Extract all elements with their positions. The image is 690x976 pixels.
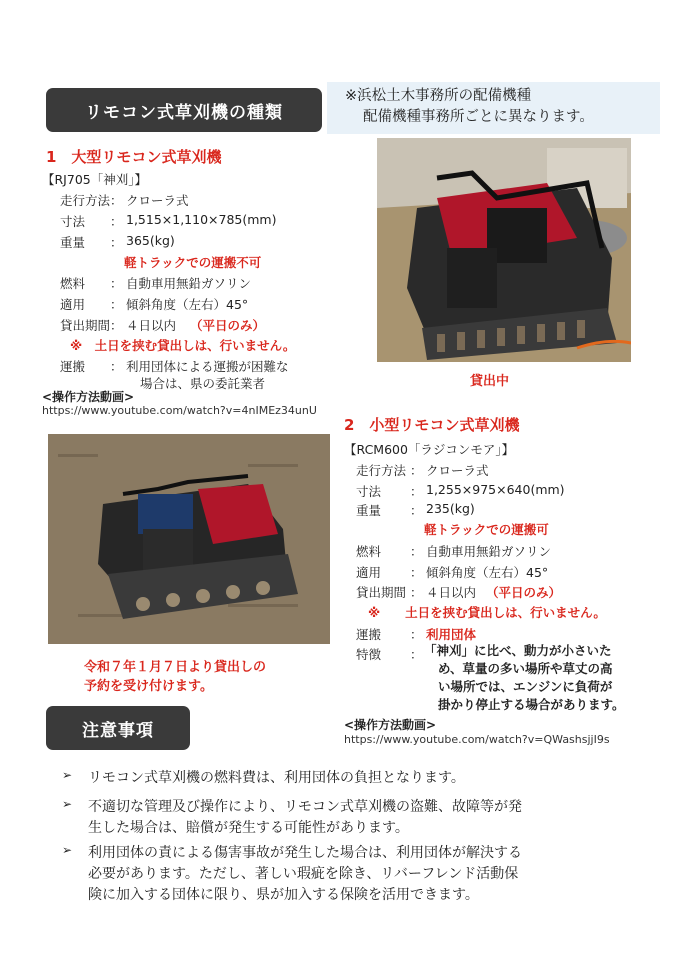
- spec-colon: ：: [110, 276, 123, 291]
- large-transport-line2: 場合は、県の委託業者: [140, 376, 266, 391]
- spec-colon: ：: [110, 297, 123, 312]
- spec-value: 1,255×975×640(mm): [426, 482, 565, 497]
- note-line: 険に加入する団体に限り、県が加入する保険を活用できます。: [88, 887, 479, 903]
- deployment-note-line2: 配備機種事務所ごとに異なります。: [363, 109, 594, 125]
- spec-colon: ：: [410, 565, 423, 580]
- spec-label: 寸法: [60, 214, 86, 229]
- spec-label: 貸出期間: [60, 318, 111, 333]
- small-video-link[interactable]: https://www.youtube.com/watch?v=QWashsjjI9s: [344, 733, 610, 746]
- spec-label: 特徴: [356, 647, 382, 662]
- large-mower-model: 【RJ705「神刈」】: [42, 172, 147, 187]
- note-line: 利用団体の責による傷害事故が発生した場合は、利用団体が解決する: [88, 845, 522, 861]
- spec-value: ４日以内: [426, 585, 477, 600]
- spec-value: ４日以内: [126, 318, 177, 333]
- large-mower-heading: 1 大型リモコン式草刈機: [46, 148, 222, 166]
- spec-colon: ：: [410, 585, 423, 600]
- spec-value: 1,515×1,110×785(mm): [126, 212, 277, 227]
- small-video-label: <操作方法動画>: [344, 718, 437, 732]
- arrow-bullet-icon: ➢: [62, 843, 73, 857]
- spec-label: 適用: [356, 565, 382, 580]
- section-title-types: リモコン式草刈機の種類: [46, 88, 322, 132]
- note-line: 不適切な管理及び操作により、リモコン式草刈機の盗難、故障等が発: [88, 799, 522, 815]
- spec-label: 走行方法: [60, 193, 111, 208]
- spec-colon: ：: [410, 544, 423, 559]
- small-feature-text: [424, 642, 654, 714]
- note-line: リモコン式草刈機の燃料費は、利用団体の負担となります。: [88, 770, 465, 786]
- reservation-note-line1: 令和７年１月７日より貸出しの: [84, 660, 267, 675]
- spec-colon: ：: [110, 193, 123, 208]
- large-photo-caption: 貸出中: [470, 374, 510, 389]
- large-video-label: <操作方法動画>: [42, 390, 135, 404]
- large-weekend-note: ※ 土日を挟む貸出しは、行いません。: [70, 338, 296, 353]
- feature-line: い場所では、エンジンに負荷が: [438, 679, 613, 694]
- arrow-bullet-icon: ➢: [62, 797, 73, 811]
- spec-value: 利用団体による運搬が困難な: [126, 359, 289, 374]
- spec-label: 運搬: [60, 359, 86, 374]
- spec-value: 傾斜角度（左右）45°: [126, 297, 249, 312]
- spec-label: 重量: [60, 235, 86, 250]
- weekday-only-note: （平日のみ）: [190, 318, 266, 333]
- small-mower-heading: 2 小型リモコン式草刈機: [344, 416, 520, 434]
- feature-line: 「神刈」に比べ、動力が小さいた: [424, 643, 612, 658]
- spec-colon: ：: [110, 235, 123, 250]
- large-video-link[interactable]: https://www.youtube.com/watch?v=4nIMEz34unU: [42, 404, 317, 417]
- spec-colon: ：: [110, 318, 123, 333]
- spec-colon: ：: [110, 359, 123, 374]
- small-mower-model: 【RCM600「ラジコンモア」】: [344, 442, 515, 457]
- spec-value: 自動車用無鉛ガソリン: [426, 544, 552, 559]
- spec-value: クローラ式: [426, 463, 489, 478]
- spec-label: 燃料: [60, 276, 86, 291]
- spec-colon: ：: [410, 463, 423, 478]
- spec-colon: ：: [410, 503, 423, 518]
- reservation-note-line2: 予約を受け付けます。: [84, 679, 213, 694]
- spec-label: 貸出期間: [356, 585, 407, 600]
- spec-label: 走行方法: [356, 463, 407, 478]
- large-mower-illustration: [377, 138, 631, 362]
- spec-value: クローラ式: [126, 193, 189, 208]
- spec-label: 運搬: [356, 627, 382, 642]
- arrow-bullet-icon: ➢: [62, 768, 73, 782]
- spec-label: 重量: [356, 503, 382, 518]
- small-truck-note: 軽トラックでの運搬可: [424, 522, 549, 537]
- weekday-only-note: （平日のみ）: [486, 585, 562, 600]
- spec-colon: ：: [410, 627, 423, 642]
- spec-colon: ：: [410, 647, 423, 662]
- small-weekend-note: ※ 土日を挟む貸出しは、行いません。: [368, 605, 606, 620]
- feature-line: め、草量の多い場所や草丈の高: [438, 661, 613, 676]
- small-mower-photo: [48, 434, 330, 644]
- spec-value: 235(kg): [426, 501, 475, 516]
- deployment-note-line1: ※浜松土木事務所の配備機種: [345, 88, 532, 104]
- spec-colon: ：: [110, 214, 123, 229]
- small-mower-illustration: [48, 434, 330, 644]
- deployment-note-box: [327, 82, 660, 134]
- feature-line: 掛かり停止する場合があります。: [438, 697, 625, 712]
- spec-colon: ：: [410, 484, 423, 499]
- note-line: 必要があります。ただし、著しい瑕疵を除き、リバーフレンド活動保: [88, 866, 519, 882]
- spec-value: 利用団体: [426, 627, 477, 642]
- spec-value: 365(kg): [126, 233, 175, 248]
- spec-label: 燃料: [356, 544, 382, 559]
- spec-value: 傾斜角度（左右）45°: [426, 565, 549, 580]
- section-title-notes: 注意事項: [46, 706, 190, 750]
- spec-label: 寸法: [356, 484, 382, 499]
- spec-value: 自動車用無鉛ガソリン: [126, 276, 252, 291]
- note-line: 生した場合は、賠償が発生する可能性があります。: [88, 820, 409, 836]
- large-mower-photo: [377, 138, 631, 362]
- large-truck-note: 軽トラックでの運搬不可: [124, 255, 262, 270]
- spec-label: 適用: [60, 297, 86, 312]
